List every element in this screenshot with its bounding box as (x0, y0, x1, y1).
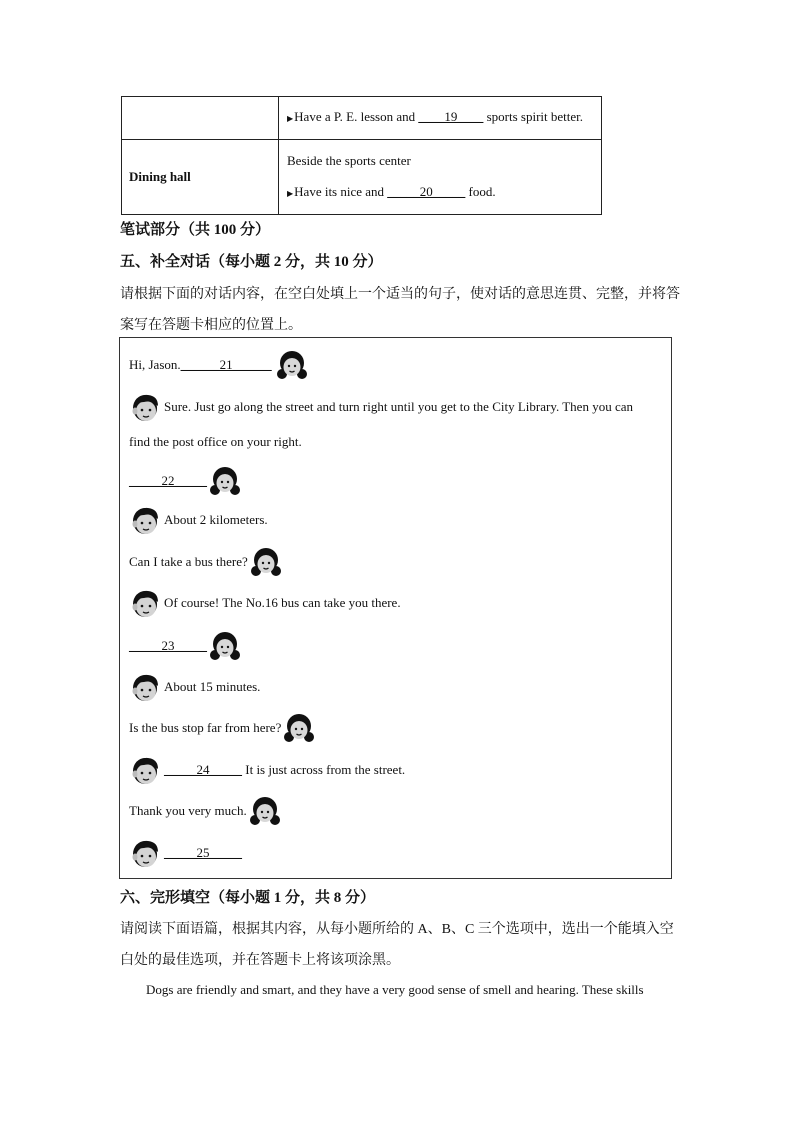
dialogue-line (129, 710, 315, 746)
table-cell-detail (279, 97, 602, 140)
girl-face-icon (250, 545, 282, 579)
answer-blank-23[interactable]: _____23_____ (129, 638, 207, 653)
detail-text: Have its nice and (294, 183, 388, 199)
section5-instruction: 请根据下面的对话内容，在空白处填上一个适当的句子，使对话的意思连贯、完整，并将答 (120, 287, 680, 302)
answer-blank-20[interactable]: _____20_____ (387, 183, 466, 199)
table-row (122, 140, 602, 215)
dialogue-line (130, 389, 633, 425)
answer-blank-19[interactable]: ____19____ (418, 109, 484, 124)
section5-instruction: 案写在答题卡相应的位置上。 (120, 318, 302, 333)
girl-face-icon (209, 464, 241, 498)
boy-face-icon (130, 586, 162, 620)
dialogue-text: find the post office on your right. (129, 434, 302, 449)
dialogue-text: It is just across from the street. (242, 762, 406, 777)
dialogue-text: Is the bus stop far from here? (129, 720, 282, 735)
detail-text: Beside the sports center (287, 152, 411, 168)
dialogue-line (129, 463, 241, 499)
boy-face-icon (130, 503, 162, 537)
dialogue-line (129, 424, 302, 460)
girl-face-icon (249, 794, 281, 828)
dialogue-text: About 2 kilometers. (164, 512, 268, 527)
dialogue-text: About 15 minutes. (164, 679, 261, 694)
dialogue-text: Thank you very much. (129, 803, 247, 818)
dialogue-text: Sure. Just go along the street and turn right until you get to the City Library. Then you can (164, 399, 633, 414)
answer-blank-24[interactable]: _____24_____ (164, 762, 242, 777)
section6-instruction: 白处的最佳选项，并在答题卡上将该项涂黑。 (120, 953, 400, 968)
dialogue-line (130, 669, 260, 705)
detail-text: sports spirit better. (483, 109, 584, 124)
dialogue-line (130, 585, 401, 621)
dialogue-line (129, 544, 282, 580)
boy-face-icon (130, 753, 162, 787)
answer-blank-22[interactable]: _____22_____ (129, 473, 207, 488)
answer-blank-25[interactable]: _____25_____ (164, 845, 242, 860)
girl-face-icon (276, 348, 308, 382)
dialogue-line (129, 793, 281, 829)
written-part-heading: 笔试部分（共 100 分） (120, 222, 271, 238)
answer-blank-21[interactable]: ______21______ (180, 357, 272, 372)
girl-face-icon (283, 711, 315, 745)
detail-text: food. (465, 183, 496, 199)
dialogue-line (130, 752, 405, 788)
boy-face-icon (130, 670, 162, 704)
dialogue-line (129, 347, 308, 383)
dialogue-box (119, 337, 672, 879)
dialogue-line (130, 502, 268, 538)
triangle-bullet-icon: ▶ (287, 114, 294, 123)
boy-face-icon (130, 836, 162, 870)
facility-table (121, 96, 602, 215)
dialogue-text: Of course! The No.16 bus can take you there. (164, 595, 401, 610)
dialogue-text: Hi, Jason. (129, 357, 181, 372)
section6-title: 六、完形填空（每小题 1 分，共 8 分） (120, 890, 376, 906)
table-row (122, 97, 602, 140)
girl-face-icon (209, 629, 241, 663)
dialogue-line (129, 628, 241, 664)
section6-instruction: 请阅读下面语篇，根据其内容，从每小题所给的 A、B、C 三个选项中，选出一个能填入空 (120, 922, 674, 937)
detail-text: Have a P. E. lesson and (294, 109, 419, 124)
section5-title: 五、补全对话（每小题 2 分，共 10 分） (120, 254, 383, 270)
table-cell-place (122, 97, 279, 140)
dialogue-line (130, 835, 242, 871)
passage-paragraph: Dogs are friendly and smart, and they have a very good sense of smell and hearing. These skills (146, 982, 644, 997)
dialogue-text: Can I take a bus there? (129, 554, 248, 569)
table-cell-place: Dining hall (122, 140, 279, 215)
boy-face-icon (130, 390, 162, 424)
table-cell-detail (279, 140, 602, 215)
triangle-bullet-icon: ▶ (287, 188, 294, 198)
